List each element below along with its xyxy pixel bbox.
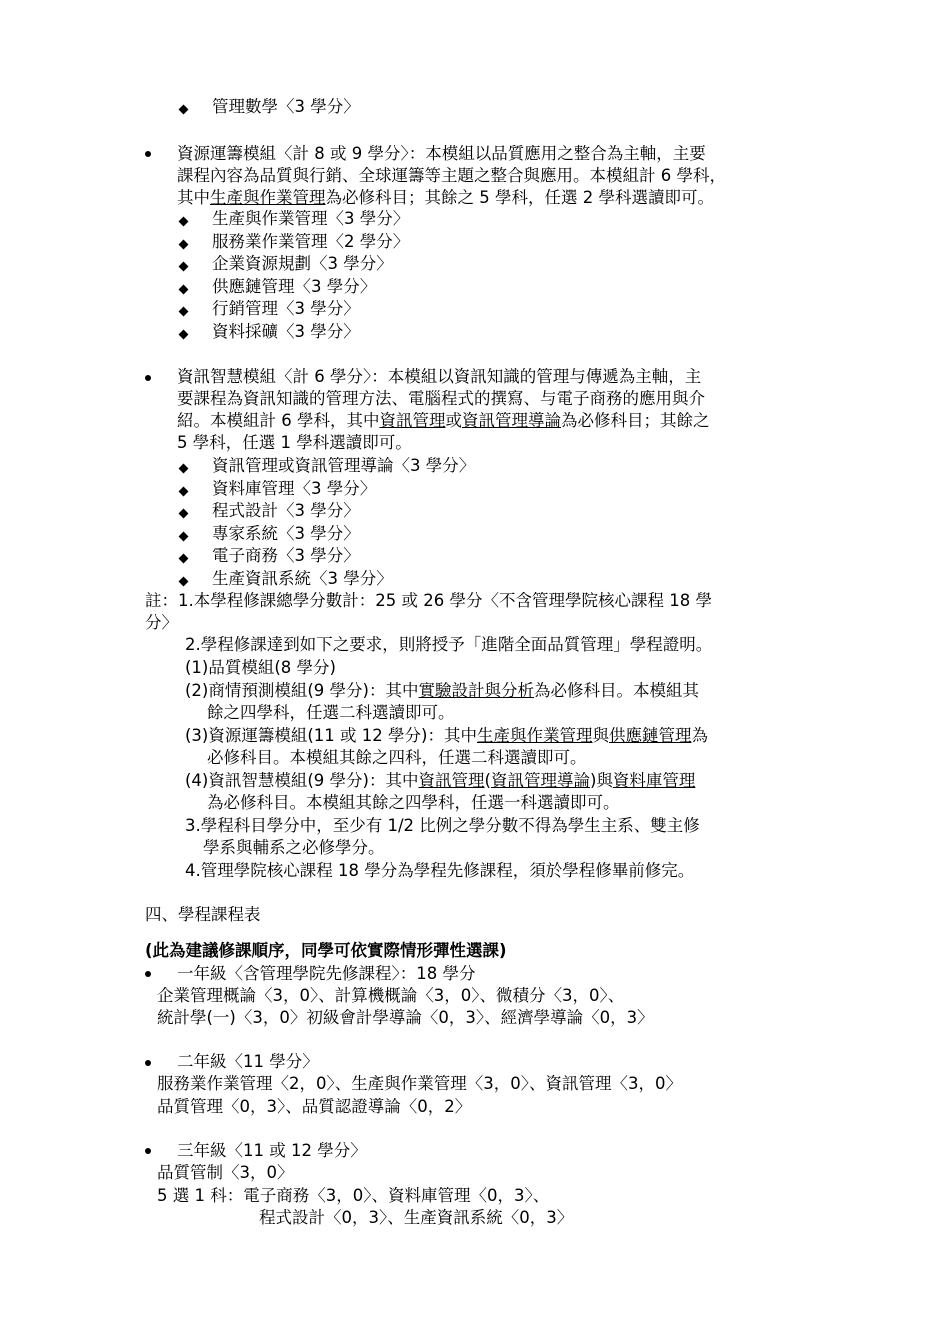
note-4: 4.管理學院核心課程 18 學分為學程先修課程，須於學程修畢前修完。 (185, 861, 695, 880)
year1-title: 一年級〈含管理學院先修課程〉：18 學分 (177, 964, 476, 983)
course-item: 資料庫管理〈3 學分〉 (212, 479, 377, 498)
diamond-bullet-icon (179, 487, 189, 497)
bullet-dot-icon (145, 1060, 151, 1066)
diamond-bullet-icon (179, 307, 189, 317)
note-2-sub2-cont: 餘之四學科，任選二科選讀即可。 (207, 703, 455, 722)
section-subtitle: (此為建議修課順序，同學可依實際情形彈性選課) (145, 941, 507, 960)
course-item: 行銷管理〈3 學分〉 (212, 299, 360, 318)
bullet-dot-icon (145, 971, 151, 977)
info-module-line2: 要課程為資訊知識的管理方法、電腦程式的撰寫、与電子商務的應用與介 (177, 389, 705, 408)
course-item: 電子商務〈3 學分〉 (212, 546, 360, 565)
info-module-line3: 紹。本模組計 6 學科，其中資訊管理或資訊管理導論為必修科目；其餘之 (177, 411, 710, 430)
course-item: 程式設計〈3 學分〉 (212, 501, 360, 520)
year2-courses-line2: 品質管理〈0，3〉、品質認證導論〈0，2〉 (157, 1097, 472, 1116)
course-item: 服務業作業管理〈2 學分〉 (212, 232, 410, 251)
note-1: 註：1.本學程修課總學分數計：25 或 26 學分〈不含管理學院核心課程 18 學 (145, 591, 712, 610)
year3-courses-line1: 品質管制〈3，0〉 (157, 1163, 294, 1182)
course-item: 資料採礦〈3 學分〉 (212, 322, 360, 341)
info-module-line4: 5 學科，任選 1 學科選讀即可。 (177, 433, 412, 452)
diamond-bullet-icon (179, 240, 189, 250)
year1-courses-line1: 企業管理概論〈3，0〉、計算機概論〈3，0〉、微積分〈3，0〉、 (157, 986, 625, 1005)
year2-title: 二年級〈11 學分〉 (177, 1052, 319, 1071)
diamond-bullet-icon (179, 105, 189, 115)
note-3: 3.學程科目學分中，至少有 1/2 比例之學分數不得為學生主系、雙主修 (185, 816, 700, 835)
note-1-cont: 分〉 (145, 613, 178, 632)
course-item: 專家系統〈3 學分〉 (212, 524, 360, 543)
note-2-sub4-cont: 為必修科目。本模組其餘之四學科，任選一科選讀即可。 (207, 793, 620, 812)
note-2-sub3-cont: 必修科目。本模組其餘之四科，任選二科選讀即可。 (207, 748, 587, 767)
diamond-bullet-icon (179, 285, 189, 295)
resource-module-line3: 其中生產與作業管理為必修科目；其餘之 5 學科，任選 2 學科選讀即可。 (177, 188, 714, 207)
diamond-bullet-icon (179, 330, 189, 340)
year3-courses-line3: 程式設計〈0，3〉、生產資訊系統〈0，3〉 (259, 1208, 574, 1227)
course-item: 供應鏈管理〈3 學分〉 (212, 277, 377, 296)
resource-module-line2: 課程內容為品質與行銷、全球運籌等主題之整合與應用。本模組計 6 學科， (177, 166, 726, 185)
diamond-bullet-icon (179, 554, 189, 564)
bullet-dot-icon (145, 151, 151, 157)
info-module-line1: 資訊智慧模組〈計 6 學分〉：本模組以資訊知識的管理与傳遞為主軸，主 (177, 367, 702, 386)
diamond-bullet-icon (179, 577, 189, 587)
diamond-bullet-icon (179, 532, 189, 542)
course-item: 資訊管理或資訊管理導論〈3 學分〉 (212, 456, 476, 475)
year1-courses-line2: 統計學(一)〈3，0〉初級會計學導論〈0，3〉、經濟學導論〈0，3〉 (157, 1008, 654, 1027)
diamond-bullet-icon (179, 262, 189, 272)
note-2: 2.學程修課達到如下之要求，則將授予「進階全面品質管理」學程證明。 (185, 635, 713, 654)
course-item: 管理數學〈3 學分〉 (212, 97, 360, 116)
resource-module-line1: 資源運籌模組〈計 8 或 9 學分〉：本模組以品質應用之整合為主軸，主要 (177, 144, 706, 163)
section-heading: 四、學程課程表 (145, 905, 261, 924)
diamond-bullet-icon (179, 464, 189, 474)
note-2-sub1: (1)品質模組(8 學分) (185, 658, 336, 677)
bullet-dot-icon (145, 375, 151, 381)
note-3-cont: 學系與輔系之必修學分。 (203, 838, 385, 857)
course-item: 生產與作業管理〈3 學分〉 (212, 209, 410, 228)
note-2-sub4: (4)資訊智慧模組(9 學分)：其中資訊管理(資訊管理導論)與資料庫管理 (185, 771, 696, 790)
diamond-bullet-icon (179, 509, 189, 519)
note-2-sub3: (3)資源運籌模組(11 或 12 學分)：其中生產與作業管理與供應鏈管理為 (185, 726, 708, 745)
year3-title: 三年級〈11 或 12 學分〉 (177, 1141, 367, 1160)
diamond-bullet-icon (179, 217, 189, 227)
bullet-dot-icon (145, 1148, 151, 1154)
year3-courses-line2: 5 選 1 科：電子商務〈3，0〉、資料庫管理〈0，3〉、 (157, 1186, 550, 1205)
note-2-sub2: (2)商情預測模組(9 學分)：其中實驗設計與分析為必修科目。本模組其 (185, 681, 699, 700)
course-item: 企業資源規劃〈3 學分〉 (212, 254, 393, 273)
year2-courses-line1: 服務業作業管理〈2，0〉、生產與作業管理〈3，0〉、資訊管理〈3，0〉 (157, 1074, 682, 1093)
course-item: 生產資訊系統〈3 學分〉 (212, 569, 393, 588)
